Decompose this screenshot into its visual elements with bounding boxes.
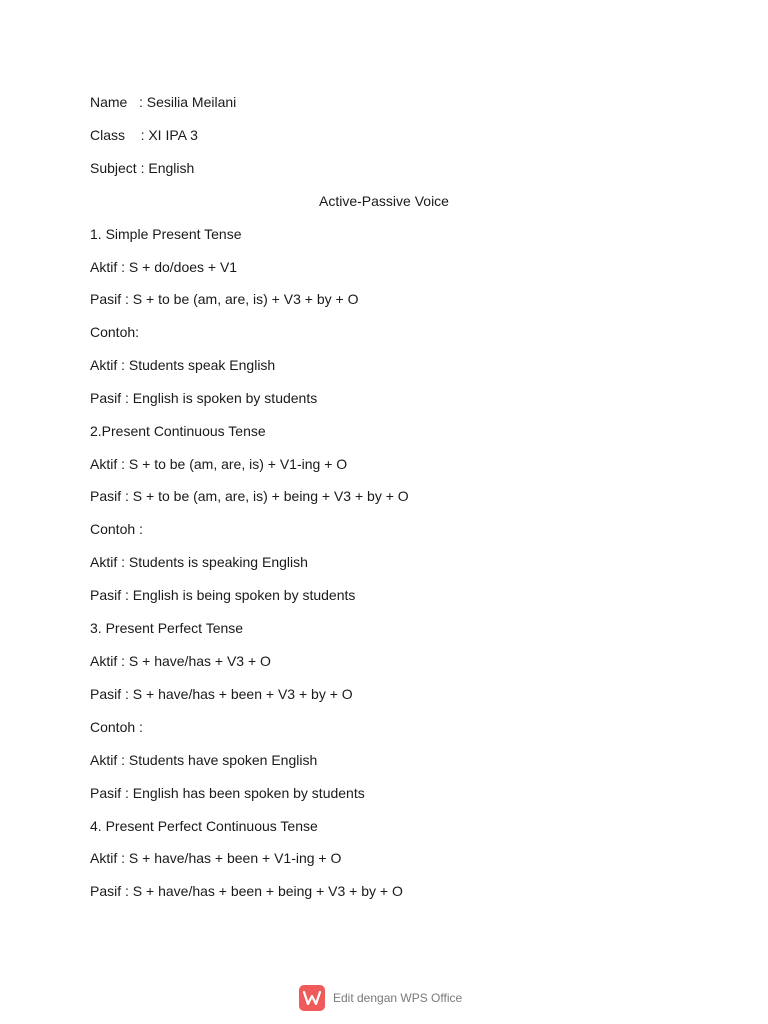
example-label: Contoh : — [90, 521, 143, 537]
section-heading: 3. Present Perfect Tense — [90, 620, 244, 636]
example-line: Aktif : Students is speaking English — [90, 554, 308, 570]
wps-edit-label: Edit dengan WPS Office — [333, 991, 463, 1005]
wps-edit-badge[interactable] — [299, 985, 462, 1011]
formula-line: Aktif : S + do/does + V1 — [90, 259, 238, 275]
subject: Subject : English — [90, 160, 195, 176]
formula-line: Pasif : S + have/has + been + being + V3 + by + O — [90, 883, 403, 899]
formula-line: Pasif : S + have/has + been + V3 + by + O — [90, 686, 353, 702]
formula-line: Aktif : S + have/has + been + V1-ing + O — [90, 850, 342, 866]
formula-line: Pasif : S + to be (am, are, is) + V3 + by + O — [90, 291, 359, 307]
section-heading: 2.Present Continuous Tense — [90, 423, 266, 439]
example-line: Pasif : English is being spoken by students — [90, 587, 356, 603]
example-line: Pasif : English has been spoken by students — [90, 785, 365, 801]
document-title: Active-Passive Voice — [319, 193, 449, 209]
example-line: Aktif : Students have spoken English — [90, 752, 318, 768]
wps-office-logo-icon — [299, 985, 325, 1011]
example-label: Contoh: — [90, 324, 140, 340]
example-line: Pasif : English is spoken by students — [90, 390, 318, 406]
section-heading: 4. Present Perfect Continuous Tense — [90, 818, 318, 834]
formula-line: Pasif : S + to be (am, are, is) + being + V3 + by + O — [90, 488, 409, 504]
example-label: Contoh : — [90, 719, 143, 735]
formula-line: Aktif : S + to be (am, are, is) + V1-ing + O — [90, 456, 348, 472]
example-line: Aktif : Students speak English — [90, 357, 276, 373]
student-class: Class : XI IPA 3 — [90, 127, 198, 143]
section-heading: 1. Simple Present Tense — [90, 226, 242, 242]
formula-line: Aktif : S + have/has + V3 + O — [90, 653, 271, 669]
student-name: Name : Sesilia Meilani — [90, 94, 237, 110]
